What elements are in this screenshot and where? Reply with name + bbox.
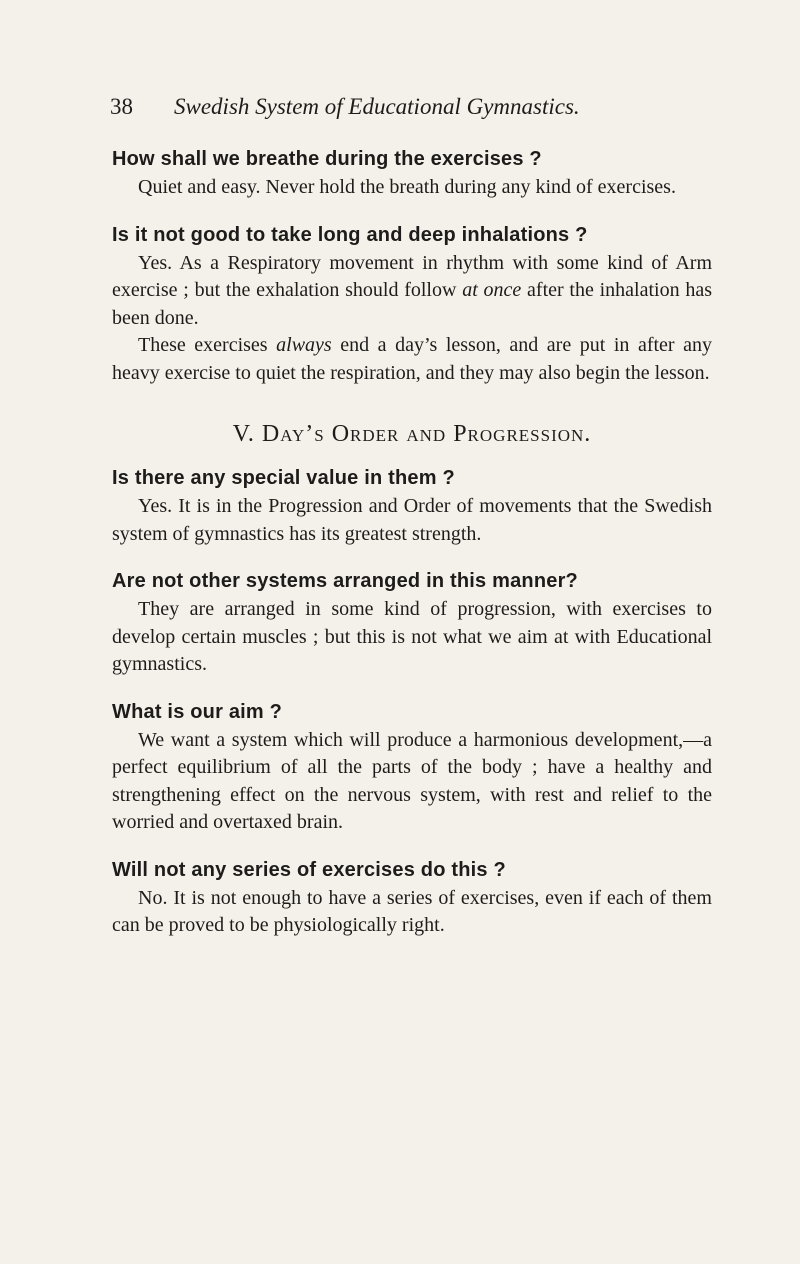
question-heading: Are not other systems arranged in this manner? (112, 570, 578, 592)
answer-paragraph: They are arranged in some kind of progression, with exercises to develop certain muscles ; but this is not what we aim at with Educational gymnastics. (112, 598, 712, 675)
answer-paragraph: No. It is not enough to have a series of exercises, even if each of them can be proved to be physiologically right. (112, 886, 712, 936)
emphasis-text: at once (462, 279, 522, 301)
running-title-part1: Swedish System (174, 94, 320, 119)
emphasis-text: always (276, 334, 332, 356)
page-number: 38 (110, 94, 133, 119)
question-heading: How shall we breathe during the exercises ? (112, 148, 542, 170)
qa-block (112, 222, 712, 388)
qa-block (112, 146, 712, 202)
page-body (112, 146, 712, 960)
question-heading: What is our aim ? (112, 700, 283, 723)
answer-paragraph: We want a system which will produce a harmonious development,—a perfect equilibrium of all the parts of the body ; have a healthy and strengthening effect on the nervous system, with rest and relief to the worried and overtaxed brain. (112, 728, 712, 833)
qa-block (112, 857, 712, 940)
qa-block (112, 699, 712, 837)
running-title-part2: Educational Gymnastics. (348, 94, 580, 119)
running-header (110, 92, 710, 122)
answer-paragraph (112, 250, 712, 333)
question-heading: Is it not good to take long and deep inhalations ? (112, 223, 588, 246)
answer-paragraph (112, 332, 712, 387)
qa-block (112, 465, 712, 548)
section-heading: V. Day’s Order and Progression. (232, 421, 592, 447)
text-span: These exercises (138, 334, 277, 356)
text-span: after the inhalation has been done. (112, 279, 713, 329)
question-heading: Is there any special value in them ? (112, 467, 455, 489)
question-heading: Will not any series of exercises do this ? (112, 858, 506, 881)
running-title (174, 94, 580, 119)
answer-paragraph: Quiet and easy. Never hold the breath during any kind of exercises. (138, 176, 676, 198)
text-span: end a day’s lesson, and are put in after any heavy exercise to quiet the respiration, and they may also begin the lesson. (112, 334, 713, 384)
running-title-of: of (324, 94, 343, 119)
text-span: Yes. As a Respiratory movement in rhythm with some kind of Arm exercise ; but the exhalation should follow (112, 251, 712, 301)
qa-block (112, 568, 712, 679)
answer-paragraph: Yes. It is in the Progression and Order of movements that the Swedish system of gymnastics has its greatest strength. (112, 495, 712, 545)
